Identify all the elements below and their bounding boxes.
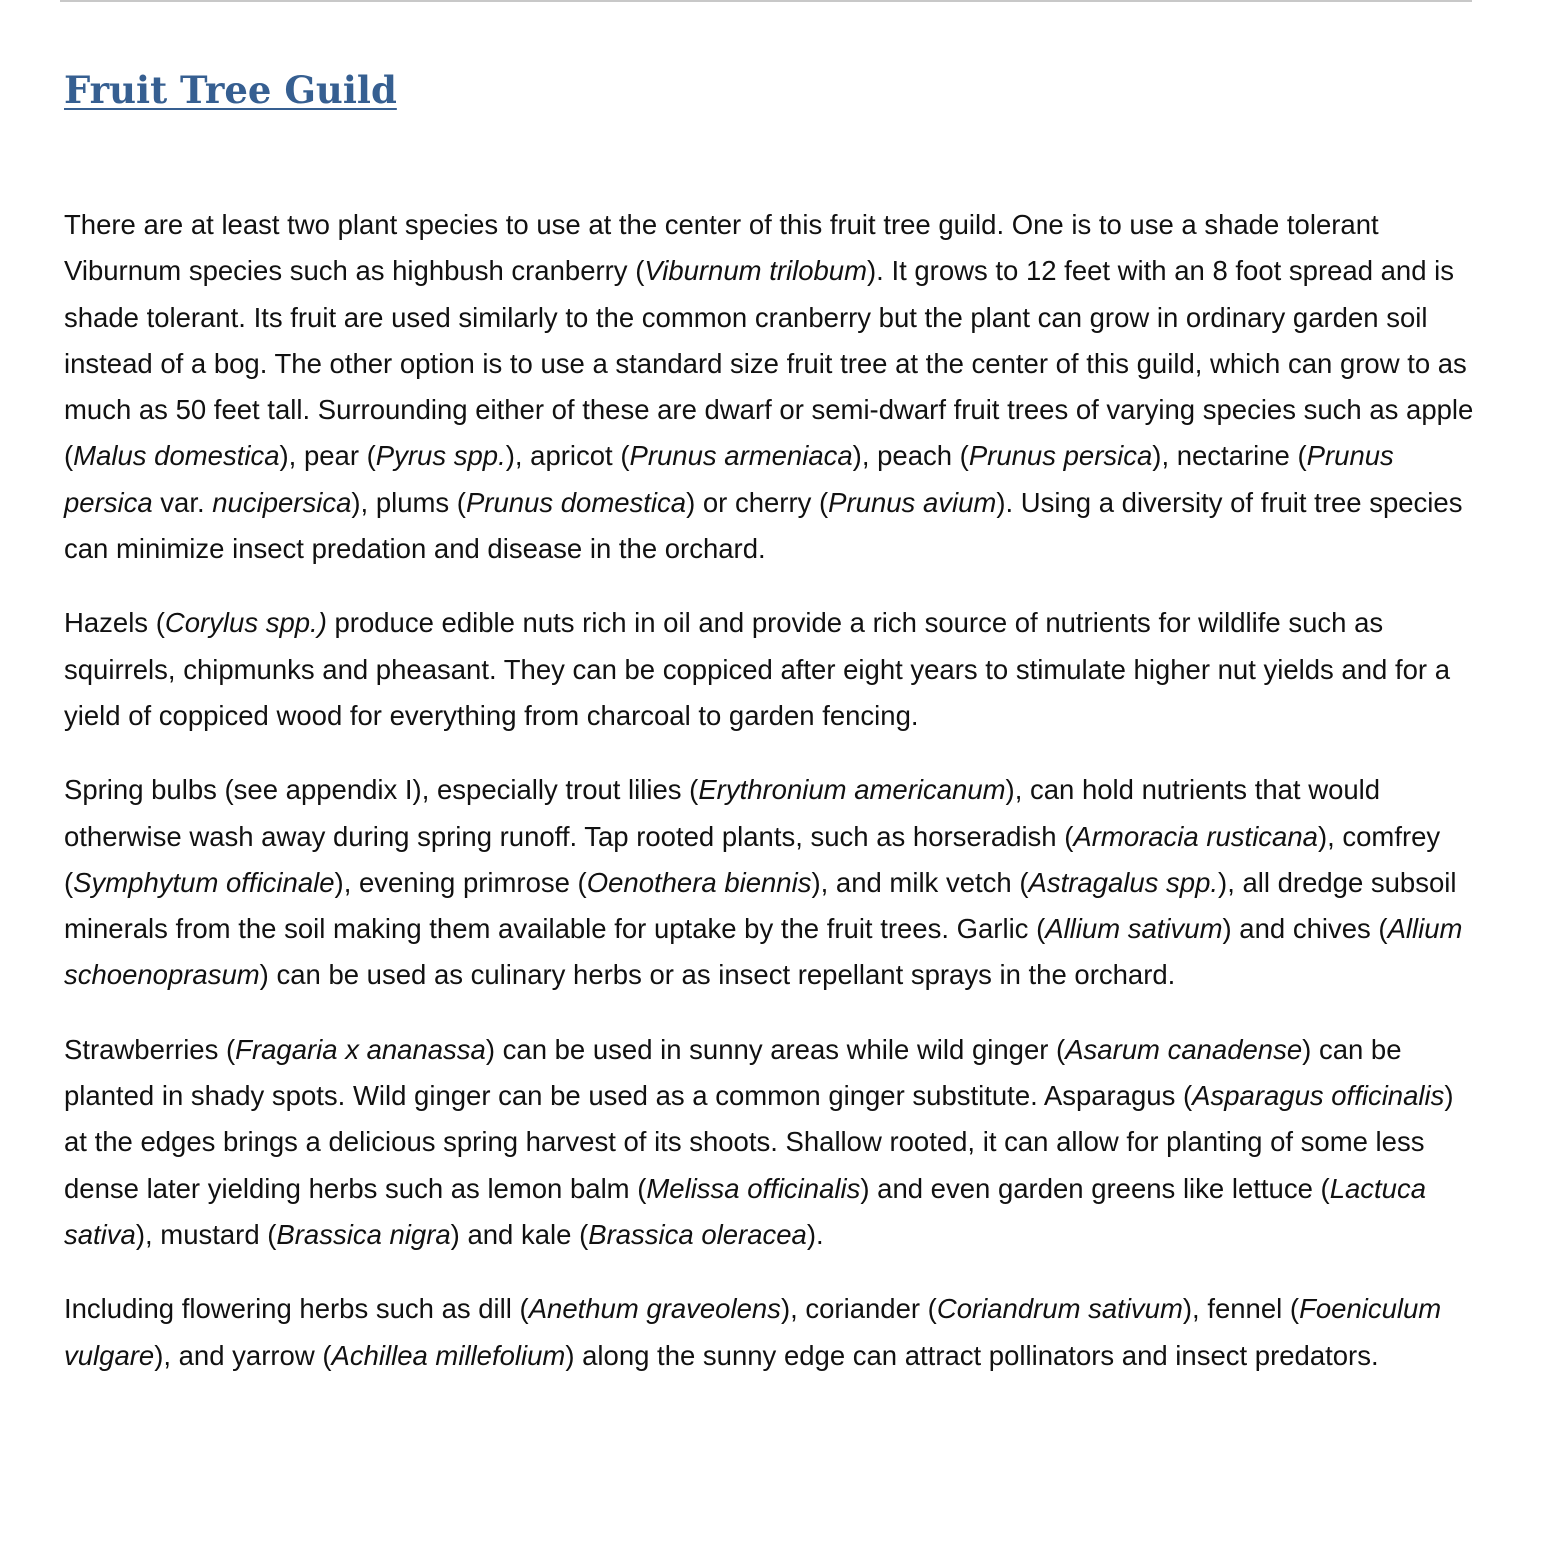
paragraph-strawberries: Strawberries (Fragaria x ananassa) can be used in sunny areas while wild ginger (Asarum canadense) can be planted in shady spots. Wild ginger can be used as a common ginger substitute. Asparagus (Asparagus officinalis) at the edges brings a delicious spring harvest of its shoots. Shallow rooted, it can allow for planting of some less dense later yielding herbs such as lemon balm (Melissa officinalis) and even garden greens like lettuce (Lactuca sativa), mustard (Brassica nigra) and kale (Brassica oleracea). [64, 1033, 1454, 1250]
scientific-name: Prunus armeniaca [629, 440, 853, 472]
scientific-name: Pyrus spp. [375, 440, 506, 472]
scientific-name: Symphytum officinale [73, 866, 335, 898]
scientific-name: Brassica oleracea [588, 1218, 807, 1250]
scientific-name: Coriandrum sativum [936, 1293, 1183, 1325]
paragraph-flowering-herbs: Including flowering herbs such as dill (Anethum graveolens), coriander (Coriandrum sativum), fennel (Foeniculum vulgare), and yarrow (Achillea millefolium) along the sunny edge can attract pollinators and insect predators. [64, 1293, 1442, 1371]
scientific-name: Allium schoenoprasum [64, 913, 1463, 991]
scientific-name: Achillea millefolium [331, 1339, 566, 1371]
document-body [64, 202, 1476, 1407]
header-rule [60, 0, 1472, 2]
scientific-name: Anethum graveolens [528, 1293, 781, 1325]
scientific-name: Erythronium americanum [698, 774, 1006, 806]
scientific-name: Astragalus spp. [1028, 866, 1219, 898]
scientific-name: Prunus avium [828, 486, 997, 518]
scientific-name: Viburnum trilobum [644, 255, 868, 287]
scientific-name: Allium sativum [1045, 913, 1223, 945]
paragraph-spring-bulbs: Spring bulbs (see appendix I), especially trout lilies (Erythronium americanum), can hold nutrients that would otherwise wash away during spring runoff. Tap rooted plants, such as horseradish (Armoracia rusticana), comfrey (Symphytum officinale), evening primrose (Oenothera biennis), and milk vetch (Astragalus spp.), all dredge subsoil minerals from the soil making them available for uptake by the fruit trees. Garlic (Allium sativum) and chives (Allium schoenoprasum) can be used as culinary herbs or as insect repellant sprays in the orchard. [64, 774, 1463, 991]
paragraph-center-species: There are at least two plant species to use at the center of this fruit tree guild. One is to use a shade tolerant Viburnum species such as highbush cranberry (Viburnum trilobum). It grows to 12 feet with an 8 foot spread and is shade tolerant. Its fruit are used similarly to the common cranberry but the plant can grow in ordinary garden soil instead of a bog. The other option is to use a standard size fruit tree at the center of this guild, which can grow to as much as 50 feet tall. Surrounding either of these are dwarf or semi-dwarf fruit trees of varying species such as apple (Malus domestica), pear (Pyrus spp.), apricot (Prunus armeniaca), peach (Prunus persica), nectarine (Prunus persica var. nucipersica), plums (Prunus domestica) or cherry (Prunus avium). Using a diversity of fruit tree species can minimize insect predation and disease in the orchard. [64, 209, 1474, 565]
scientific-name: Malus domestica [73, 440, 280, 472]
scientific-name: Melissa officinalis [646, 1172, 861, 1204]
scientific-name: Corylus spp.) [164, 607, 327, 639]
scientific-name: Oenothera biennis [586, 866, 812, 898]
scientific-name: Prunus persica [968, 440, 1153, 472]
scientific-name: Prunus domestica [465, 486, 687, 518]
scientific-name: Foeniculum vulgare [64, 1293, 1442, 1371]
scientific-name: Fragaria x ananassa [235, 1033, 486, 1065]
scientific-name: Lactuca sativa [64, 1172, 1427, 1250]
scientific-name: nucipersica [212, 486, 352, 518]
scientific-name: Brassica nigra [276, 1218, 451, 1250]
scientific-name: Prunus persica [64, 440, 1394, 518]
scientific-name: Asarum canadense [1065, 1033, 1303, 1065]
scientific-name: Armoracia rusticana [1073, 820, 1318, 852]
paragraph-hazels: Hazels (Corylus spp.) produce edible nuts rich in oil and provide a rich source of nutrients for wildlife such as squirrels, chipmunks and pheasant. They can be coppiced after eight years to stimulate higher nut yields and for a yield of coppiced wood for everything from charcoal to garden fencing. [64, 607, 1450, 731]
scientific-name: Asparagus officinalis [1192, 1080, 1445, 1112]
document-title: Fruit Tree Guild [64, 68, 397, 112]
